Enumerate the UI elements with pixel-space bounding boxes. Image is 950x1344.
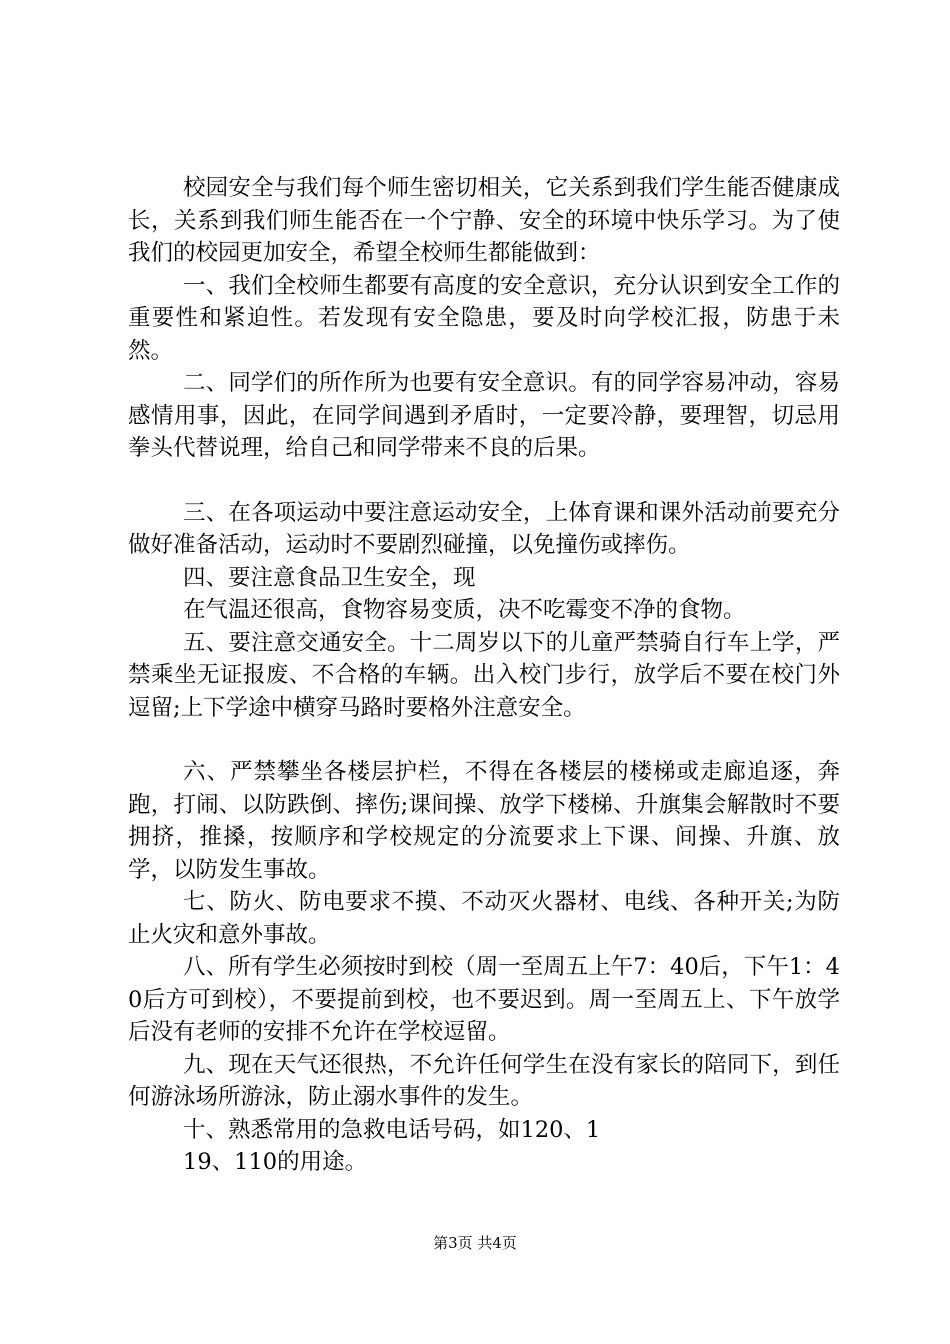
paragraph-item-10-part-1: 十、熟悉常用的急救电话号码，如120、1 — [183, 1116, 601, 1143]
page-number-label: 第3页 共4页 — [433, 1234, 517, 1252]
paragraph-item-4-part-2: 在气温还很高，食物容易变质，决不吃霉变不净的食物。 — [183, 597, 746, 623]
document-body — [128, 172, 840, 1179]
paragraph-item-4-part-1: 四、要注意食品卫生安全，现 — [183, 564, 476, 591]
page-footer — [0, 1233, 950, 1253]
paragraph-item-9: 九、现在天气还很热，不允许任何学生在没有家长的陪同下，到任何游泳场所游泳，防止溺水事件的发生。 — [128, 1051, 840, 1110]
paragraph-item-3: 三、在各项运动中要注意运动安全，上体育课和课外活动前要充分做好准备活动，运动时不要剧烈碰撞，以免撞伤或摔伤。 — [128, 499, 840, 558]
paragraph-item-1: 一、我们全校师生都要有高度的安全意识，充分认识到安全工作的重要性和紧迫性。若发现有安全隐患，要及时向学校汇报，防患于未然。 — [128, 272, 840, 364]
paragraph-intro: 校园安全与我们每个师生密切相关，它关系到我们学生能否健康成长，关系到我们师生能否在一个宁静、安全的环境中快乐学习。为了使我们的校园更加安全，希望全校师生都能做到： — [128, 175, 840, 266]
paragraph-item-7: 七、防火、防电要求不摸、不动灭火器材、电线、各种开关;为防止火灾和意外事故。 — [128, 889, 840, 948]
paragraph-item-5: 五、要注意交通安全。十二周岁以下的儿童严禁骑自行车上学，严禁乘坐无证报废、不合格的车辆。出入校门步行，放学后不要在校门外逗留;上下学途中横穿马路时要格外注意安全。 — [128, 629, 840, 721]
paragraph-item-8: 八、所有学生必须按时到校（周一至周五上午7：40后，下午1：40后方可到校），不要提前到校，也不要迟到。周一至周五上、下午放学后没有老师的安排不允许在学校逗留。 — [128, 954, 840, 1045]
paragraph-item-2: 二、同学们的所作所为也要有安全意识。有的同学容易冲动，容易感情用事，因此，在同学间遇到矛盾时，一定要冷静，要理智，切忌用拳头代替说理，给自己和同学带来不良的后果。 — [128, 370, 840, 461]
paragraph-item-6: 六、严禁攀坐各楼层护栏，不得在各楼层的楼梯或走廊追逐，奔跑，打闹、以防跌倒、摔伤;课间操、放学下楼梯、升旗集会解散时不要拥挤，推搡，按顺序和学校规定的分流要求上下课、间操、升旗、放学，以防发生事故。 — [128, 759, 840, 883]
paragraph-item-10-part-2: 19、110的用途。 — [183, 1149, 368, 1175]
